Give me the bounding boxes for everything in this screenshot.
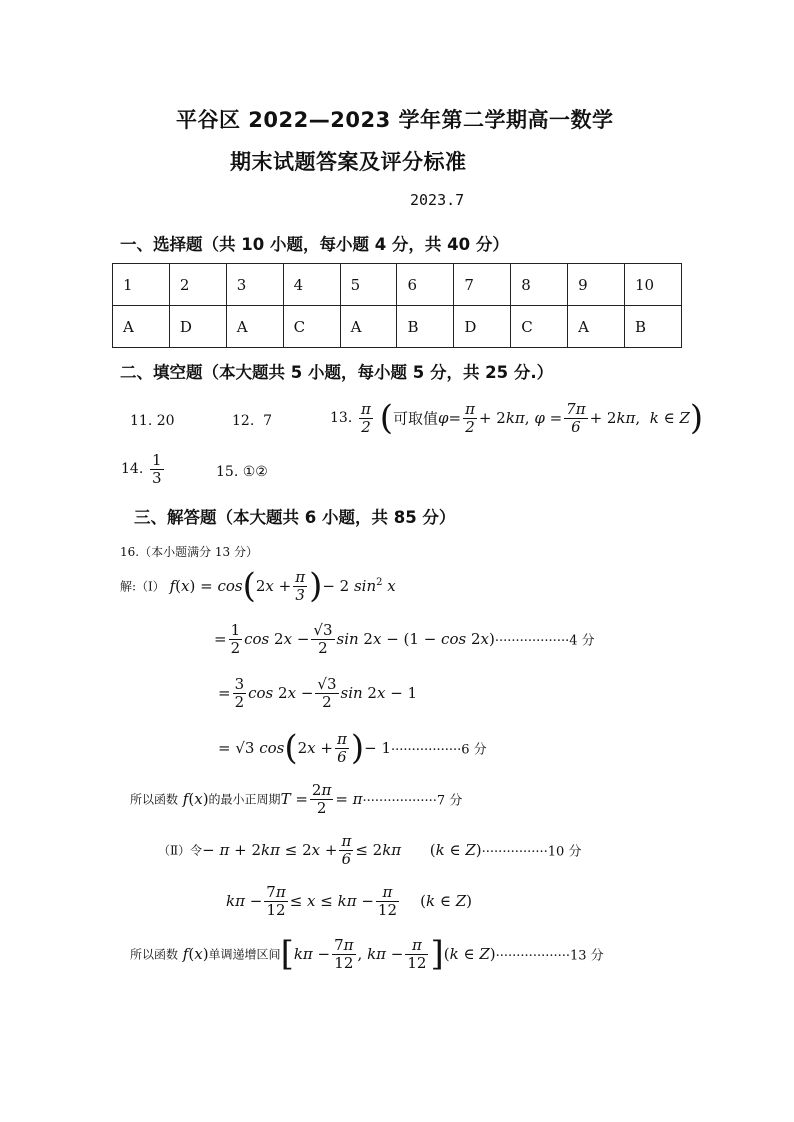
part2-label: （Ⅱ）令 [158, 843, 203, 858]
question-number-cell: 2 [169, 264, 226, 306]
period-line: 所以函数 f(x)的最小正周期T = $\frac{2\pi}{2}$ = π··················7 分 [130, 781, 463, 817]
q13-fraction: $\frac{\pi}{2}$ [361, 400, 371, 436]
question-number-cell: 6 [397, 264, 454, 306]
q13-note: 可取值 [392, 409, 438, 428]
q15-answer [216, 464, 268, 480]
period-text: 的最小正周期 [208, 792, 281, 807]
q11-answer [130, 413, 175, 429]
answer-cell: B [397, 306, 454, 348]
answer-table-answer-row [113, 306, 682, 348]
part2-line-2: kπ − $\frac{7\pi}{12}$ ≤ x ≤ kπ − $\frac{\pi}{12}$ (k ∈ Z) [226, 883, 472, 919]
answer-cell: A [113, 306, 170, 348]
q12-value: 7 [263, 413, 273, 429]
q14-answer [121, 452, 166, 486]
answer-cell: A [226, 306, 283, 348]
section-1-heading: 一、选择题（共 10 小题，每小题 4 分，共 40 分） [120, 235, 509, 254]
answer-cell: C [283, 306, 340, 348]
part2-line-1: （Ⅱ）令− π + 2kπ ≤ 2x + $\frac{\pi}{6}$ ≤ 2kπ (k ∈ Z)················10 分 [158, 832, 582, 868]
mono-prefix: 所以函数 [130, 947, 179, 962]
question-number-cell: 10 [625, 264, 682, 306]
answer-table-number-row [113, 264, 682, 306]
title-line-1: 平谷区 2022—2023 学年第二学期高一数学 [176, 108, 614, 132]
q15-value: ①② [242, 464, 268, 480]
q12-answer [232, 413, 272, 429]
q14-number: 14. [121, 461, 144, 477]
question-number-cell: 1 [113, 264, 170, 306]
score-4: ··················4 分 [494, 633, 595, 649]
question-number-cell: 5 [340, 264, 397, 306]
solution-line-4: = √3 cos(2x + $\frac{\pi}{6}$ )− 1·················6 分 [218, 728, 487, 768]
solve-label: 解:（Ⅰ） [120, 579, 165, 594]
score-13: ··················13 分 [495, 948, 604, 964]
solution-line-1: 解:（Ⅰ） f(x) = cos(2x + $\frac{\pi}{3}$ )− 2 $\sin^2 x$ [120, 566, 396, 606]
solution-line-3: = $\frac{3}{2}$ cos 2x − $\frac{√3}{2}$ sin 2x − 1 [218, 675, 418, 711]
question-number-cell: 7 [454, 264, 511, 306]
exam-date: 2023.7 [410, 191, 465, 209]
question-number-cell: 8 [511, 264, 568, 306]
q16-title: 16.（本小题满分 13 分） [120, 545, 258, 559]
q14-denominator: 3 [152, 468, 162, 487]
solution-line-2: = $\frac{1}{2}$ cos 2x − $\frac{√3}{2}$ sin 2x − (1 − cos 2x)··················4 分 [214, 621, 595, 657]
q13-answer: 13. $\frac{\pi}{2}$ (可取值φ= $\frac{\pi}{2}$ + 2kπ, φ = $\frac{7\pi}{6}$ + 2kπ, k ∈ Z) [330, 398, 704, 438]
answer-cell: A [340, 306, 397, 348]
question-number-cell: 3 [226, 264, 283, 306]
q13-kset: k ∈ Z [649, 409, 690, 427]
answer-cell: D [169, 306, 226, 348]
section-3-heading: 三、解答题（本大题共 6 小题，共 85 分） [134, 508, 456, 527]
q13-number: 13. [330, 410, 353, 426]
mono-text: 单调递增区间 [208, 947, 281, 962]
question-number-cell: 4 [283, 264, 340, 306]
answer-cell: C [511, 306, 568, 348]
monotonic-line: 所以函数 f(x)单调递增区间[kπ − $\frac{7\pi}{12}$ , kπ − $\frac{\pi}{12}$ ](k ∈ Z)··················13 分 [130, 934, 604, 974]
q11-number: 11. [130, 413, 153, 429]
period-prefix: 所以函数 [130, 792, 179, 807]
score-6: ·················6 分 [391, 742, 487, 758]
answer-table [112, 263, 682, 348]
section-2-heading: 二、填空题（本大题共 5 小题，每小题 5 分，共 25 分.） [120, 363, 554, 382]
title-line-2: 期末试题答案及评分标准 [230, 150, 467, 174]
score-10: ················10 分 [481, 844, 582, 860]
answer-cell: D [454, 306, 511, 348]
q11-value: 20 [156, 413, 175, 429]
q12-number: 12. [232, 413, 255, 429]
answer-cell: B [625, 306, 682, 348]
q15-number: 15. [216, 464, 239, 480]
answer-cell: A [568, 306, 625, 348]
question-number-cell: 9 [568, 264, 625, 306]
score-7: ··················7 分 [362, 793, 463, 809]
q14-numerator: 1 [152, 451, 162, 469]
